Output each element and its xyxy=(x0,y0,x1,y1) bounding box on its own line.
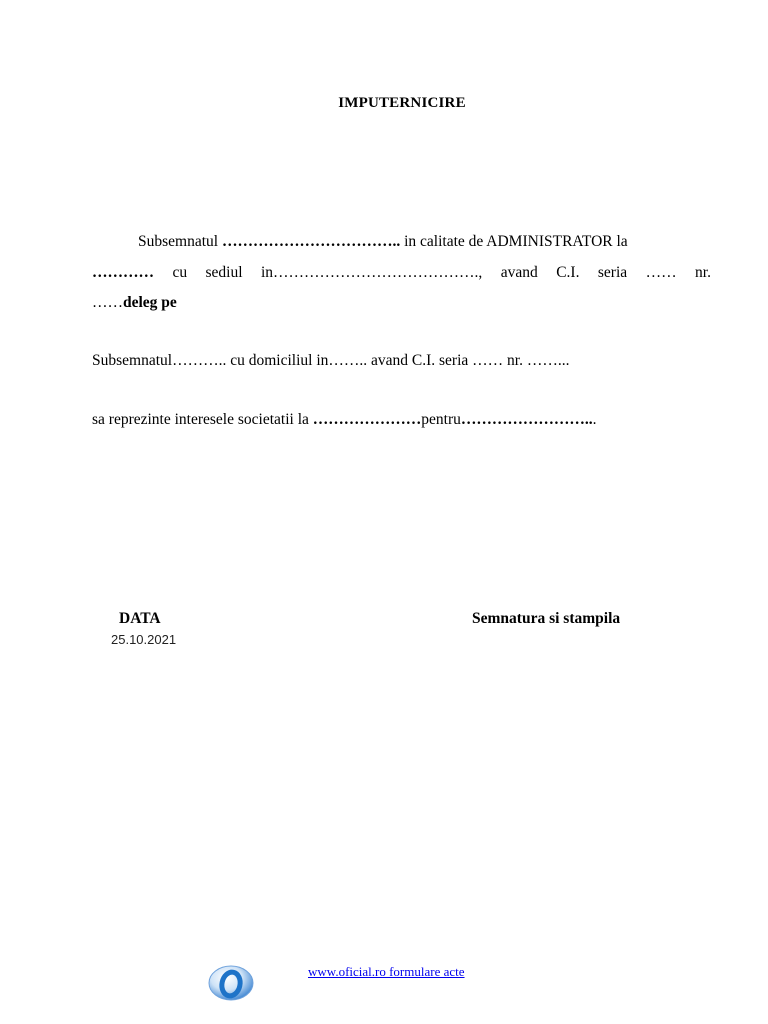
date-value: 25.10.2021 xyxy=(111,632,177,647)
delegate-details-blank: …….. avand C.I. seria …… nr. ……... xyxy=(328,352,570,369)
purpose-blank: …………………….. xyxy=(460,411,593,428)
paragraph1-line3 xyxy=(92,293,711,313)
date-label: DATA xyxy=(119,610,161,627)
paragraph2-prefix: Subsemnatul xyxy=(92,352,173,369)
paragraph1-line1 xyxy=(92,232,757,252)
word-avand: avand xyxy=(500,264,538,281)
company-name-blank: ………… xyxy=(92,264,154,281)
paragraph1-prefix: Subsemnatul xyxy=(138,233,222,250)
signature-stamp-label: Semnatura si stampila xyxy=(472,610,621,627)
institution-blank: ………………… xyxy=(312,411,422,428)
paragraph3-pentru: pentru xyxy=(421,411,461,428)
paragraph3-prefix: sa reprezinte interesele societatii la xyxy=(92,411,313,428)
oficial-logo-icon xyxy=(206,962,256,1002)
paragraph1-role-text: in calitate de ADMINISTRATOR la xyxy=(400,233,628,250)
document-title: IMPUTERNICIRE xyxy=(338,95,466,111)
paragraph3 xyxy=(92,410,711,430)
id-number-blank: …… xyxy=(92,294,123,311)
paragraph1-line2 xyxy=(92,263,711,283)
delegate-text: deleg pe xyxy=(123,294,177,311)
id-series-blank: …… xyxy=(645,264,677,281)
word-ci: C.I. xyxy=(556,264,580,281)
word-cu: cu xyxy=(172,264,188,281)
word-seria: seria xyxy=(597,264,628,281)
delegate-name-blank: ……….. cu xyxy=(172,352,245,369)
paragraph3-end: . xyxy=(592,411,597,428)
paragraph2-domicile-text: domiciliul in xyxy=(244,352,329,369)
footer-link[interactable]: www.oficial.ro formulare acte xyxy=(308,964,465,979)
word-sediul: sediul xyxy=(205,264,243,281)
paragraph2 xyxy=(92,351,711,371)
headquarters-blank: in…………………………………., xyxy=(260,264,483,281)
administrator-name-blank: …………………………….. xyxy=(221,233,401,250)
word-nr: nr. xyxy=(695,264,711,281)
